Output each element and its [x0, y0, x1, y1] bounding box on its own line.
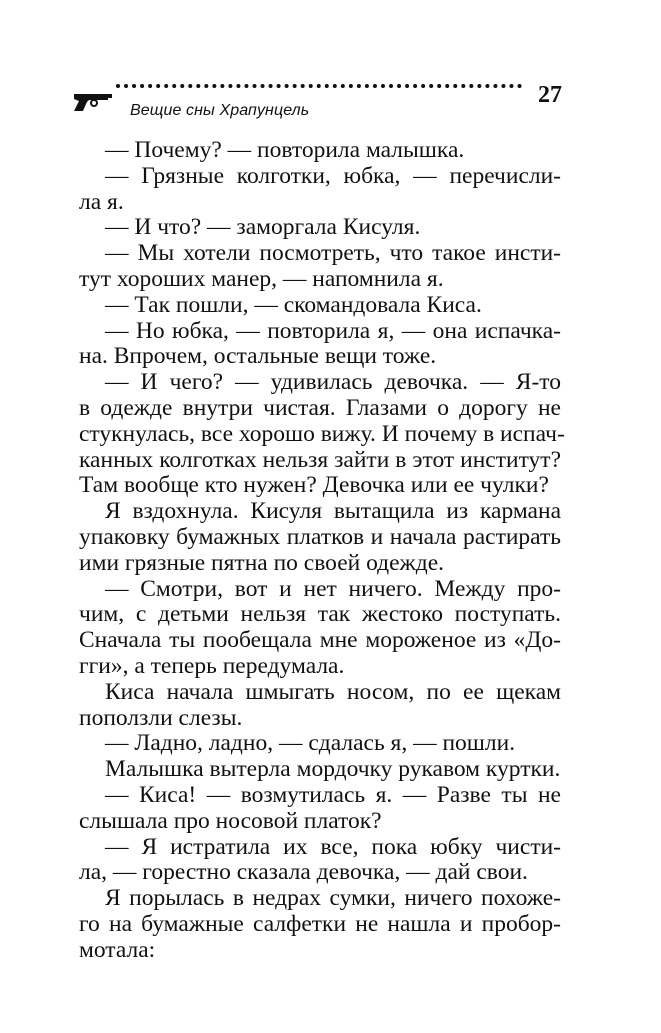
text-line: в одежде внутри чистая. Глазами о дорогу не — [79, 394, 561, 421]
text-line: — Ладно, ладно, — сдалась я, — пошли. — [105, 730, 516, 757]
text-line: — Киса! — возмутилась я. — Разве ты не — [105, 781, 561, 808]
text-line: мотала: — [79, 936, 156, 963]
text-line: Малышка вытерла мордочку рукавом куртки. — [105, 756, 561, 783]
text-line: го на бумажные салфетки не нашла и пробор- — [79, 910, 561, 937]
page-header — [72, 84, 562, 124]
text-line: — И что? — заморгала Кисуля. — [105, 214, 421, 241]
text-line: Сначала ты пообещала мне мороженое из «До- — [79, 627, 561, 654]
text-line: — Так пошли, — скомандовала Киса. — [105, 291, 482, 318]
text-line: — Смотри, вот и нет ничего. Между про- — [105, 575, 561, 602]
text-line: — Грязные колготки, юбка, — перечисли- — [105, 162, 561, 189]
text-line: стукнулась, все хорошо вижу. И почему в испач- — [79, 420, 565, 447]
text-line: упаковку бумажных платков и начала растирать — [79, 523, 561, 550]
text-line: Киса начала шмыгать носом, по ее щекам — [105, 678, 561, 705]
text-line: ими грязные пятна по своей одежде. — [79, 549, 445, 576]
pistol-icon — [72, 90, 116, 112]
text-line: — Почему? — повторила малышка. — [105, 137, 465, 163]
text-line: тут хороших манер, — напомнила я. — [79, 265, 444, 292]
text-line: Я порылась в недрах сумки, ничего похоже- — [105, 885, 561, 912]
header-dotted-rule — [116, 84, 522, 94]
text-line: поползли слезы. — [79, 704, 243, 731]
text-line: — Мы хотели посмотреть, что такое инсти- — [105, 240, 561, 267]
text-line: — Я истратила их все, пока юбку чисти- — [105, 833, 561, 860]
text-line: на. Впрочем, остальные вещи тоже. — [79, 343, 437, 370]
text-line: гги», а теперь передумала. — [79, 652, 345, 679]
text-line: Я вздохнула. Кисуля вытащила из кармана — [105, 498, 561, 525]
text-line: чим, с детьми нельзя так жестоко поступать. — [79, 601, 561, 628]
text-line: — Но юбка, — повторила я, — она испачка- — [105, 317, 561, 344]
text-line: — И чего? — удивилась девочка. — Я-то — [105, 369, 561, 396]
text-line: ла я. — [79, 188, 124, 215]
page-number: 27 — [538, 82, 562, 108]
text-line: канных колготках нельзя зайти в этот институт? — [79, 446, 561, 473]
running-title: Вещие сны Храпунцель — [130, 102, 310, 119]
text-line: Там вообще кто нужен? Девочка или ее чулки? — [79, 472, 549, 499]
text-line: ла, — горестно сказала девочка, — дай свои. — [79, 859, 528, 886]
text-line: слышала про носовой платок? — [79, 807, 382, 834]
body-text — [79, 137, 565, 964]
